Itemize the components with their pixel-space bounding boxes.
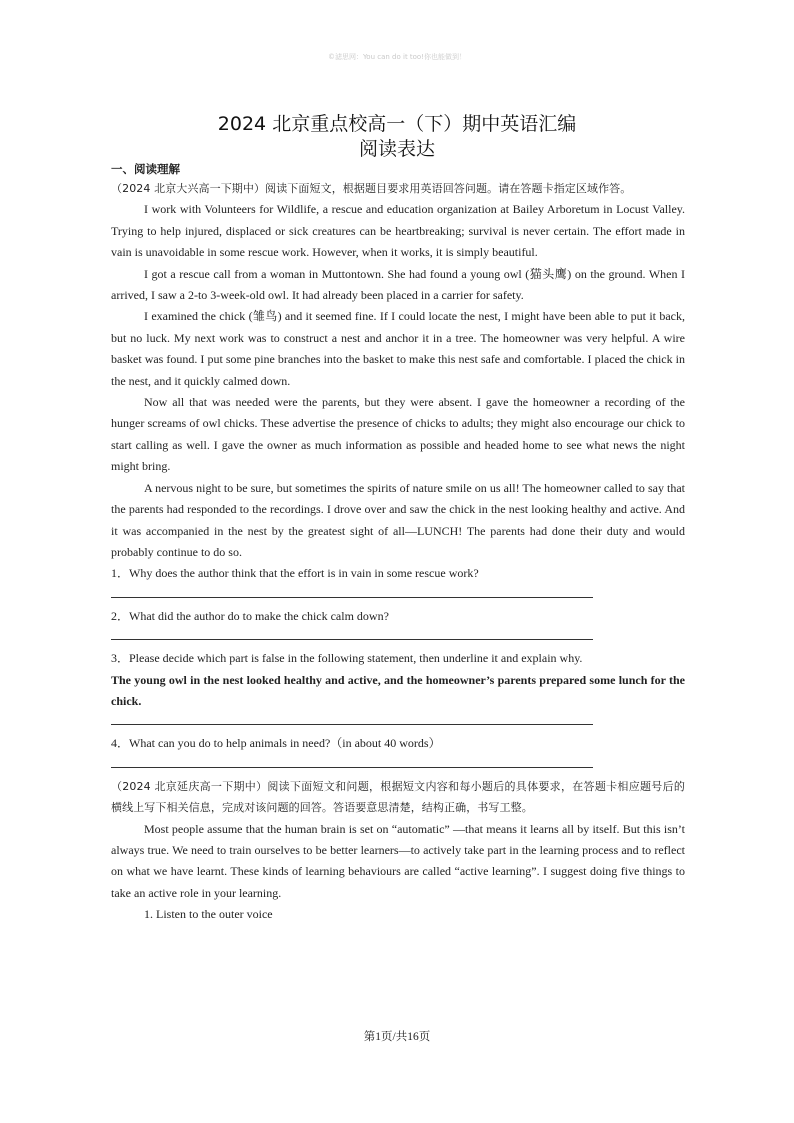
answer-line-2[interactable] [111,627,593,640]
passage1-paragraph-3: I examined the chick (雏鸟) and it seemed fine. If I could locate the nest, I might have been able to put it back, but no luck. My next work was to construct a nest and anchor it in a tree. The homeowner was very helpful. A wire basket was found. I put some pine branches into the basket to make this nest safe and comfortable. I placed the chick in the nest, and it quickly calmed down. [111,309,685,388]
question-1: 1．Why does the author think that the effort is in vain in some rescue work? [111,566,479,581]
question-3: 3．Please decide which part is false in the following statement, then underline it and explain why. [111,651,583,666]
passage2-paragraph-1: Most people assume that the human brain is set on “automatic” —that means it learns all by itself. But this isn’t always true. We need to train ourselves to be better learners—to actively take part in the learning process and to reflect on what we have learnt. These kinds of learning behaviours are called “active learning”. I suggest doing five things to take an active role in your learning. [111,821,685,900]
watermark-text: ©滤思网：You can do it too!你也能做到！ [327,53,467,61]
question-3-statement: The young owl in the nest looked healthy and active, and the homeowner’s parents prepared some lunch for the chick. [111,672,685,708]
answer-line-3[interactable] [111,712,593,725]
answer-line-4[interactable] [111,755,593,768]
passage1-paragraph-1: I work with Volunteers for Wildlife, a rescue and education organization at Bailey Arboretum in Locust Valley. Trying to help injured, displaced or sick creatures can be heartbreaking; survival is never certain. The effort made in vain is unavoidable in some rescue work. However, when it works, it is simply beautiful. [111,202,685,260]
question-2: 2．What did the author do to make the chick calm down? [111,608,389,623]
document-body [111,178,685,926]
passage1-paragraph-2: I got a rescue call from a woman in Muttontown. She had found a young owl (猫头鹰) on the ground. When I arrived, I saw a 2-to 3-week-old owl. It had already been placed in a carrier for safety. [111,266,685,303]
passage2-item-1: 1. Listen to the outer voice [144,907,273,922]
passage1-paragraph-4: Now all that was needed were the parents, but they were absent. I gave the homeowner a recording of the hunger screams of owl chicks. These advertise the presence of chicks to adults; they might also encourage our chick to start calling as well. I gave the owner as much information as possible and headed home to see what news the night might bring. [111,395,685,474]
document-subtitle: 阅读表达 [358,138,435,160]
section-heading: 一、阅读理解 [111,162,180,176]
passage2-instructions: （2024 北京延庆高一下期中）阅读下面短文和问题，根据短文内容和每小题后的具体要求，在答题卡相应题号后的横线上写下相关信息，完成对该问题的回答。答语要意思清楚，结构正确，书写工整。 [111,779,685,815]
document-title: 2024 北京重点校高一（下）期中英语汇编 [217,113,577,135]
passage1-paragraph-5: A nervous night to be sure, but sometimes the spirits of nature smile on us all! The homeowner called to say that the parents had responded to the recordings. I drove over and saw the chick in the nest looking healthy and active. And it was accompanied in the nest by the greatest sight of all—LUNCH! The parents had done their duty and would probably continue to do so. [111,480,685,559]
passage1-instructions: （2024 北京大兴高一下期中）阅读下面短文，根据题目要求用英语回答问题。请在答题卡指定区域作答。 [111,182,632,195]
question-4: 4．What can you do to help animals in need?（in about 40 words） [111,736,441,751]
answer-line-1[interactable] [111,585,593,598]
page-number: 第1页/共16页 [363,1031,431,1043]
